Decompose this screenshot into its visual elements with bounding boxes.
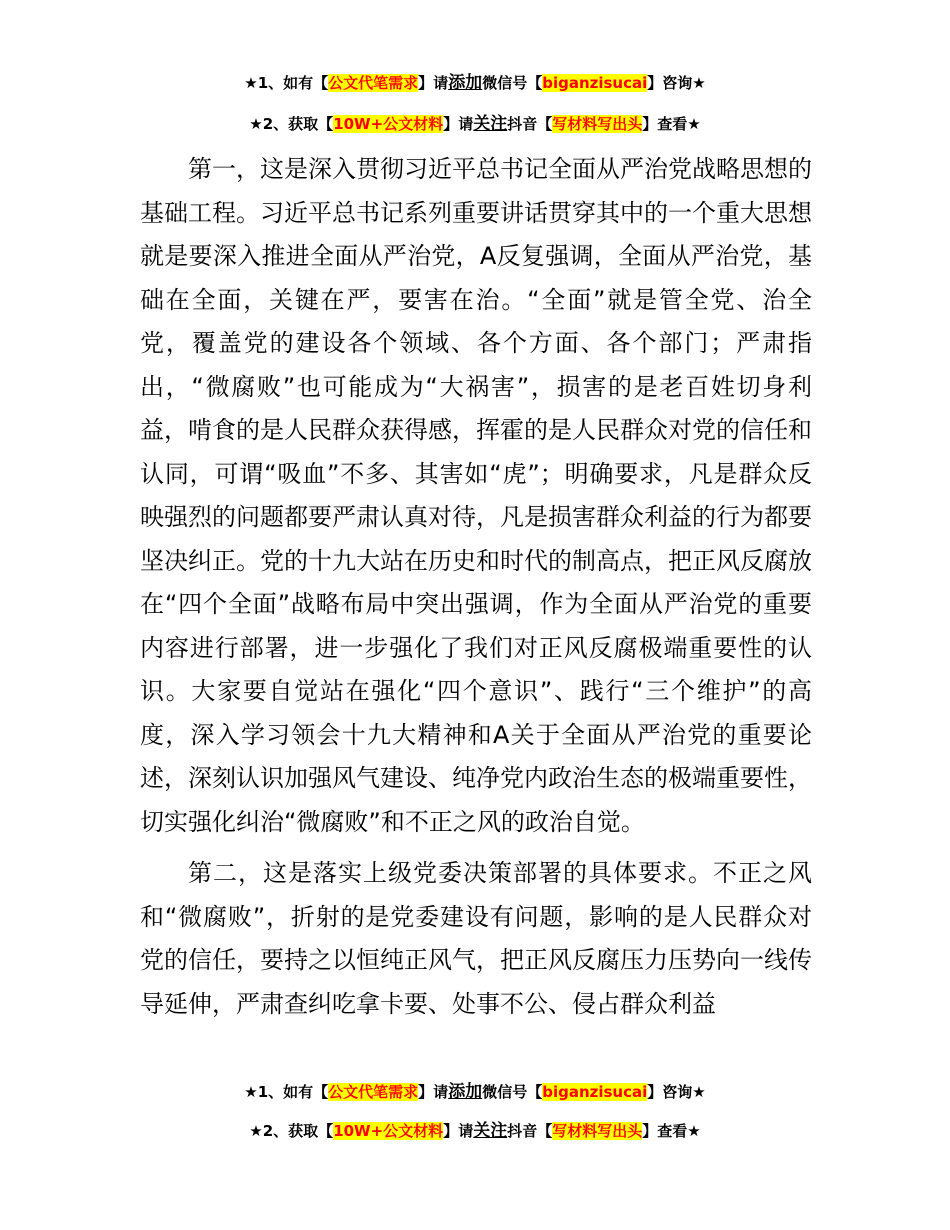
banner-text: 】请 bbox=[418, 74, 449, 92]
footer-banner-line-2 bbox=[0, 1116, 950, 1141]
banner-text: ★2、获取【 bbox=[249, 115, 334, 133]
paragraph-2: 第二，这是落实上级党委决策部署的具体要求。不正之风和“微腐败”，折射的是党委建设有问题，影响的是人民群众对党的信任，要持之以恒纯正风气，把正风反腐压力压势向一线传导延伸，严肃查纠吃拿卡要、处事不公、侵占群众利益 bbox=[140, 859, 812, 1018]
banner-wechat-id: biganzisucai bbox=[542, 74, 648, 92]
document-body bbox=[140, 148, 812, 1026]
banner-douyin-id: 写材料写出头 bbox=[552, 115, 643, 133]
banner-highlight: 公文代笔需求 bbox=[328, 74, 419, 92]
banner-underlined: 关注 bbox=[473, 1121, 508, 1141]
banner-douyin-id: 写材料写出头 bbox=[552, 1122, 643, 1140]
banner-text: ★1、如有【 bbox=[244, 1083, 329, 1101]
banner-underlined: 添加 bbox=[448, 73, 483, 93]
banner-text: 】查看★ bbox=[642, 115, 701, 133]
header-banner-line-1 bbox=[0, 68, 950, 93]
banner-underlined: 添加 bbox=[448, 1082, 483, 1102]
banner-text: 抖音【 bbox=[507, 115, 553, 133]
banner-text: 】咨询★ bbox=[647, 74, 706, 92]
banner-text: ★2、获取【 bbox=[249, 1122, 334, 1140]
banner-text: ★1、如有【 bbox=[244, 74, 329, 92]
banner-text: 】咨询★ bbox=[647, 1083, 706, 1101]
banner-highlight: 公文代笔需求 bbox=[328, 1083, 419, 1101]
banner-text: 】请 bbox=[418, 1083, 449, 1101]
banner-text: 】请 bbox=[443, 115, 474, 133]
banner-underlined: 关注 bbox=[473, 114, 508, 134]
banner-text: 抖音【 bbox=[507, 1122, 553, 1140]
banner-text: 】请 bbox=[443, 1122, 474, 1140]
paragraph-1: 第一，这是深入贯彻习近平总书记全面从严治党战略思想的基础工程。习近平总书记系列重要讲话贯穿其中的一个重大思想就是要深入推进全面从严治党，A反复强调，全面从严治党，基础在全面，关键在严，要害在治。“全面”就是管全党、治全党，覆盖党的建设各个领域、各个方面、各个部门；严肃指出，“微腐败”也可能成为“大祸害”，损害的是老百姓切身利益，啃食的是人民群众获得感，挥霍的是人民群众对党的信任和认同，可谓“吸血”不多、其害如“虎”；明确要求，凡是群众反映强烈的问题都要严肃认真对待，凡是损害群众利益的行为都要坚决纠正。党的十九大站在历史和时代的制高点，把正风反腐放在“四个全面”战略布局中突出强调，作为全面从严治党的重要内容进行部署，进一步强化了我们对正风反腐极端重要性的认识。大家要自觉站在强化“四个意识”、践行“三个维护”的高度，深入学习领会十九大精神和A关于全面从严治党的重要论述，深刻认识加强风气建设、纯净党内政治生态的极端重要性，切实强化纠治“微腐败”和不正之风的政治自觉。 bbox=[140, 155, 812, 836]
banner-highlight: 10W+公文材料 bbox=[333, 1122, 444, 1140]
banner-text: 】查看★ bbox=[642, 1122, 701, 1140]
banner-text: 微信号【 bbox=[482, 74, 543, 92]
banner-wechat-id: biganzisucai bbox=[542, 1083, 648, 1101]
banner-text: 微信号【 bbox=[482, 1083, 543, 1101]
footer-banner-line-1 bbox=[0, 1077, 950, 1102]
banner-highlight: 10W+公文材料 bbox=[333, 115, 444, 133]
header-banner-line-2 bbox=[0, 109, 950, 134]
